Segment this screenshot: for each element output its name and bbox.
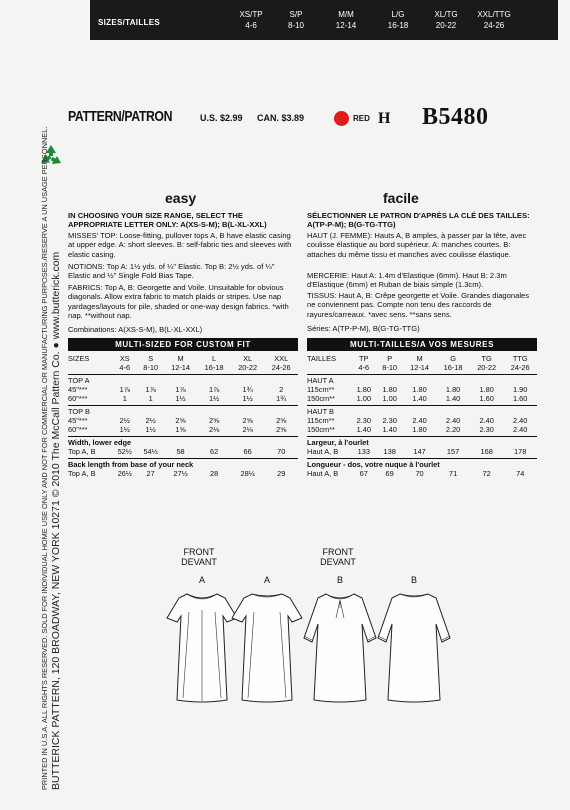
size-col: XXL/TTG 24-26 bbox=[477, 10, 511, 30]
combinations-fr: Séries: A(TP-P-M), B(G-TG-TTG) bbox=[307, 324, 420, 333]
view-label: B bbox=[410, 575, 417, 585]
view-label: A bbox=[263, 575, 270, 585]
pattern-number: B5480 bbox=[422, 104, 489, 130]
sizes-band bbox=[90, 0, 558, 40]
fabrics-en: FABRICS: Top A, B: Georgette and Voile. Unsuitable for obvious diagonals. Allow extra fabric to match plaids or stripes. Use nap yardages/layouts for pile, shaded or one-way design fabrics. *with nap. **without nap. bbox=[68, 283, 289, 321]
view-label: A bbox=[198, 575, 205, 585]
size-col: XS/TP 4-6 bbox=[239, 10, 263, 30]
us-price: U.S. $2.99 bbox=[200, 113, 243, 123]
table-row: 45"*** 1⅞ 1⅞ 1⅞ 1⅞ 1¾ 2 bbox=[68, 385, 284, 394]
description-en: MISSES' TOP: Loose-fitting, pullover tops A, B have elastic casing at upper edge. A: short sleeves. B: self-fabric ties and sleeves with elastic casing. bbox=[68, 231, 292, 259]
letter-code: H bbox=[378, 110, 391, 127]
table-row: Width, lower edge bbox=[68, 438, 132, 447]
sizes-band-label: SIZES/TAILLES bbox=[98, 18, 160, 27]
table-row: Largeur, à l'ourlet bbox=[307, 438, 369, 447]
top-b-back-sketch bbox=[374, 588, 454, 706]
table-row: Back length from base of your neck bbox=[68, 460, 194, 469]
description-fr: HAUT (J. FEMME): Hauts A, B amples, à passer par la tête, avec coulisse élastique au bord supérieur. A: manches courtes. B: attaches du même tissu et manches avec coulisse élastique. bbox=[307, 231, 527, 259]
top-a-back-sketch bbox=[230, 588, 304, 706]
can-price: CAN. $3.89 bbox=[257, 113, 305, 123]
front-label-a: FRONT DEVANT bbox=[181, 547, 217, 567]
size-table-fr bbox=[307, 354, 537, 478]
color-dot-icon bbox=[334, 111, 349, 126]
color-label: RED bbox=[353, 114, 370, 123]
table-title-en: MULTI-SIZED FOR CUSTOM FIT bbox=[68, 338, 298, 351]
table-row: Haut A, B 133 138 147 157 168 178 bbox=[307, 447, 527, 456]
fabrics-fr: TISSUS: Haut A, B: Crêpe georgette et Voile. Grandes diagonales ne conviennent pas. Compte non tenu des raccords de rayures/carreaux. *avec sens. **sans sens. bbox=[307, 291, 530, 319]
table-row: 150cm** 1.00 1.00 1.40 1.40 1.60 1.60 bbox=[307, 394, 528, 403]
size-col: L/G 16-18 bbox=[387, 10, 409, 30]
table-row: 45"*** 2½ 2½ 2⅝ 2⅝ 2⅝ 2⅝ bbox=[68, 416, 287, 425]
table-row: SIZES XS S M L XL XXL bbox=[68, 354, 289, 363]
table-title-fr: MULTI-TAILLES/A VOS MESURES bbox=[307, 338, 537, 351]
table-row: 60"*** 1 1 1½ 1½ 1½ 1¾ bbox=[68, 394, 287, 403]
size-table-en bbox=[68, 354, 298, 478]
table-row: TAILLES TP P M G TG TTG bbox=[307, 354, 528, 363]
notions-en: NOTIONS: Top A: 1½ yds. of ¼" Elastic. Top B: 2½ yds. of ¼" Elastic and ½" Single Fold Bias Tape. bbox=[68, 262, 275, 281]
choose-size-fr: SÉLECTIONNER LE PATRON D'APRÈS LA CLÉ DES TAILLES: A(TP-P-M); B(G-TG-TTG) bbox=[307, 211, 530, 230]
choose-size-en: IN CHOOSING YOUR SIZE RANGE, SELECT THE APPROPRIATE LETTER ONLY: A(XS-S-M); B(L-XL-XXL) bbox=[68, 211, 267, 230]
view-label: B bbox=[336, 575, 343, 585]
table-row: Top A, B 26½ 27 27½ 28 28½ 29 bbox=[68, 469, 286, 478]
table-row: HAUT B bbox=[307, 407, 334, 416]
table-row: 150cm** 1.40 1.40 1.80 2.20 2.30 2.40 bbox=[307, 425, 528, 434]
size-col: M/M 12-14 bbox=[335, 10, 357, 30]
table-row: 4-6 8-10 12-14 16-18 20-22 24-26 bbox=[119, 363, 291, 372]
pattern-label: PATTERN/PATRON bbox=[68, 108, 173, 125]
table-row: TOP B bbox=[68, 407, 90, 416]
legal-notice: PRINTED IN U.S.A. ALL RIGHTS RESERVED. SOLD FOR INDIVIDUAL HOME USE ONLY AND NOT FOR COMMERCIAL OR MANUFACTURING PURPOSES./RESERVE A UN USAGE PERSONNEL. bbox=[40, 126, 49, 790]
table-row: Top A, B 52½ 54½ 58 62 66 70 bbox=[68, 447, 286, 456]
table-row: 115cm** 2.30 2.30 2.40 2.40 2.40 2.40 bbox=[307, 416, 528, 425]
front-label-b: FRONT DEVANT bbox=[320, 547, 356, 567]
top-a-front-sketch bbox=[165, 588, 239, 706]
notions-fr: MERCERIE: Haut A: 1.4m d'Elastique (6mm). Haut B: 2.3m d'Elastique (6mm) et Ruban de biais simple (1.3cm). bbox=[307, 271, 507, 290]
table-row: 115cm** 1.80 1.80 1.80 1.80 1.80 1.90 bbox=[307, 385, 528, 394]
table-row: Longueur - dos, votre nuque à l'ourlet bbox=[307, 460, 440, 469]
table-row: TOP A bbox=[68, 376, 90, 385]
table-row: Haut A, B 67 69 70 71 72 74 bbox=[307, 469, 525, 478]
table-row: HAUT A bbox=[307, 376, 334, 385]
table-row: 60"*** 1½ 1½ 1⅝ 2⅛ 2⅛ 2⅝ bbox=[68, 425, 287, 434]
size-col: XL/TG 20-22 bbox=[434, 10, 458, 30]
difficulty-en: easy bbox=[165, 190, 197, 206]
size-col: S/P 8-10 bbox=[287, 10, 304, 30]
top-b-front-sketch bbox=[300, 588, 380, 706]
difficulty-fr: facile bbox=[383, 190, 419, 206]
table-row: 4-6 8-10 12-14 16-18 20-22 24-26 bbox=[358, 363, 530, 372]
publisher-address: BUTTERICK PATTERN, 120 BROADWAY, NEW YORK 10271 © 2010 The McCall Pattern Co. ● www.butterick.com bbox=[50, 251, 62, 790]
combinations-en: Combinations: A(XS-S-M), B(L-XL-XXL) bbox=[68, 325, 203, 334]
